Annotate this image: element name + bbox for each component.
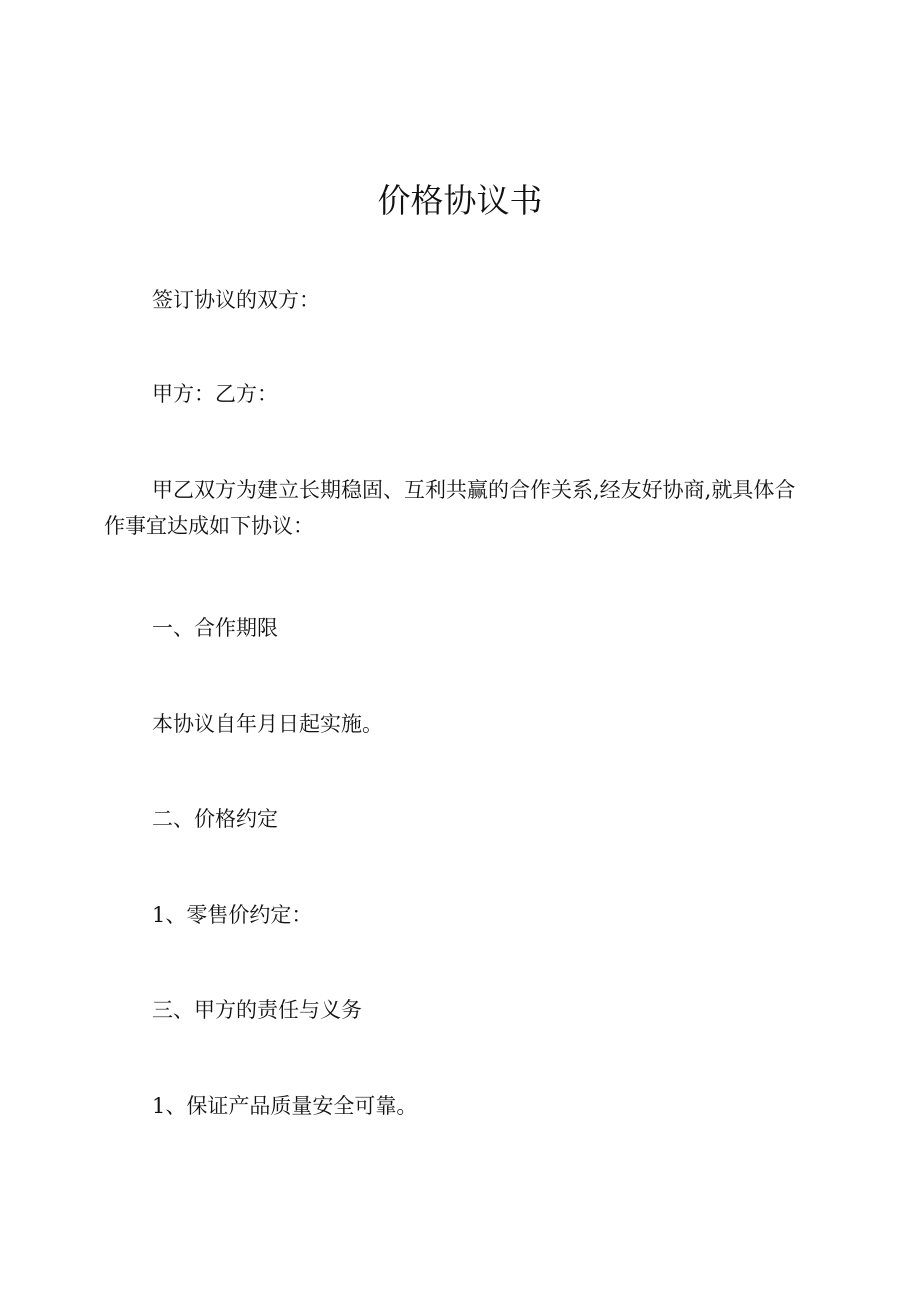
document-title: 价格协议书 <box>377 181 543 220</box>
section-heading-party-a-duties: 三、甲方的责任与义务 <box>152 998 362 1022</box>
paragraph-party-a-b: 甲方：乙方： <box>152 382 278 406</box>
paragraph-effective-date: 本协议自年月日起实施。 <box>152 712 383 736</box>
paragraph-quality-guarantee: 1、保证产品质量安全可靠。 <box>152 1094 418 1118</box>
section-heading-price: 二、价格约定 <box>152 807 278 831</box>
paragraph-retail-price: 1、零售价约定： <box>152 903 313 927</box>
section-heading-term: 一、合作期限 <box>152 616 278 640</box>
paragraph-intro: 甲乙双方为建立长期稳固、互利共赢的合作关系,经友好协商,就具体合作事宜达成如下协议： <box>104 478 796 538</box>
paragraph-signing-parties: 签订协议的双方： <box>152 288 320 312</box>
